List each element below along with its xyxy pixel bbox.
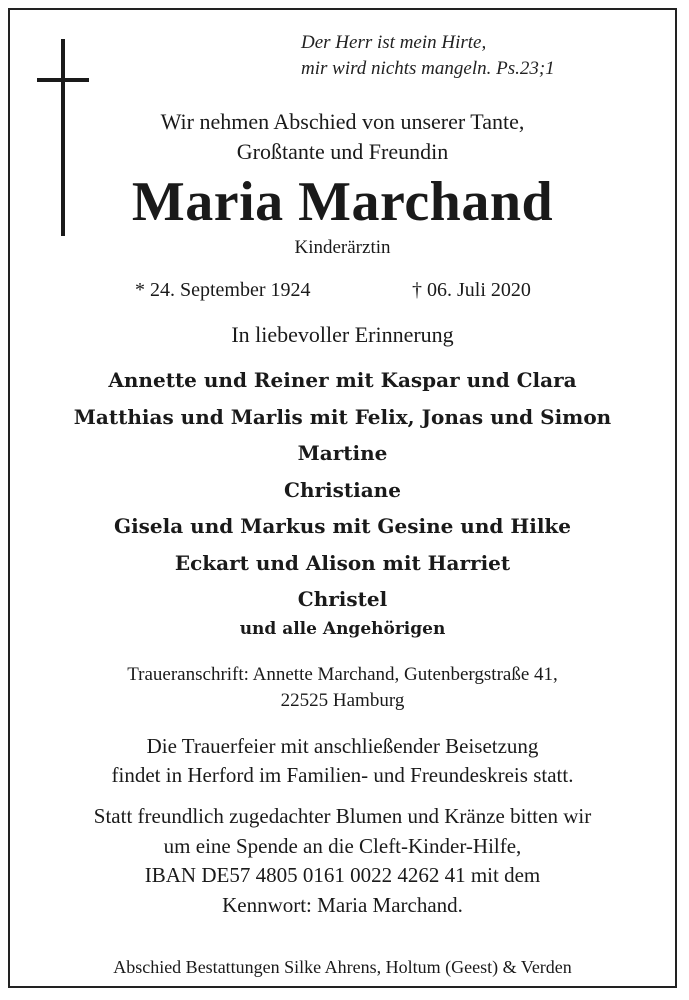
mourner-entry: Eckart und Alison mit Harriet: [174, 550, 511, 575]
mourner-entry: Matthias und Marlis mit Felix, Jonas und Simon: [73, 404, 612, 429]
intro-line: Großtante und Freundin: [236, 139, 449, 164]
obituary-notice: [8, 8, 677, 988]
cross-icon-crossbar: [37, 78, 89, 82]
mourning-address: [10, 662, 675, 714]
bible-verse-line: Der Herr ist mein Hirte,: [301, 32, 487, 53]
relatives-line: und alle Angehörigen: [239, 619, 446, 639]
mourner-entry: Gisela und Markus mit Gesine und Hilke: [113, 514, 572, 538]
donation-request: [10, 802, 675, 920]
mourner-entry: Martine: [297, 441, 388, 465]
birth-date: * 24. September 1924: [135, 279, 311, 301]
mourners-list: [10, 362, 675, 618]
mourner-entry: Annette und Reiner mit Kaspar und Clara: [108, 368, 577, 392]
intro-line: Wir nehmen Abschied von unserer Tante,: [160, 109, 525, 134]
ceremony-line: findet in Herford im Familien- und Freundeskreis statt.: [111, 763, 574, 787]
death-date: † 06. Juli 2020: [412, 279, 531, 301]
deceased-name: Maria Marchand: [131, 171, 554, 233]
funeral-home: Abschied Bestattungen Silke Ahrens, Holtum (Geest) & Verden: [113, 957, 572, 977]
deceased-profession: Kinderärztin: [294, 237, 391, 258]
ceremony-info: [10, 732, 675, 790]
mourner-entry: Christiane: [284, 477, 401, 502]
donation-line: IBAN DE57 4805 0161 0022 4262 41 mit dem: [144, 863, 541, 887]
donation-line: Kennwort: Maria Marchand.: [222, 892, 463, 917]
address-line: Traueranschrift: Annette Marchand, Gutenbergstraße 41,: [127, 664, 558, 685]
donation-line: um eine Spende an die Cleft-Kinder-Hilfe,: [163, 833, 522, 858]
intro-text: [10, 107, 675, 167]
memory-line: In liebevoller Erinnerung: [231, 322, 454, 347]
bible-verse-line: mir wird nichts mangeln. Ps.23;1: [301, 58, 555, 79]
address-line: 22525 Hamburg: [280, 690, 405, 711]
donation-line: Statt freundlich zugedachter Blumen und Kränze bitten wir: [93, 804, 592, 828]
bible-verse: [301, 30, 555, 82]
mourner-entry: Christel: [297, 587, 388, 611]
ceremony-line: Die Trauerfeier mit anschließender Beisetzung: [146, 734, 539, 758]
